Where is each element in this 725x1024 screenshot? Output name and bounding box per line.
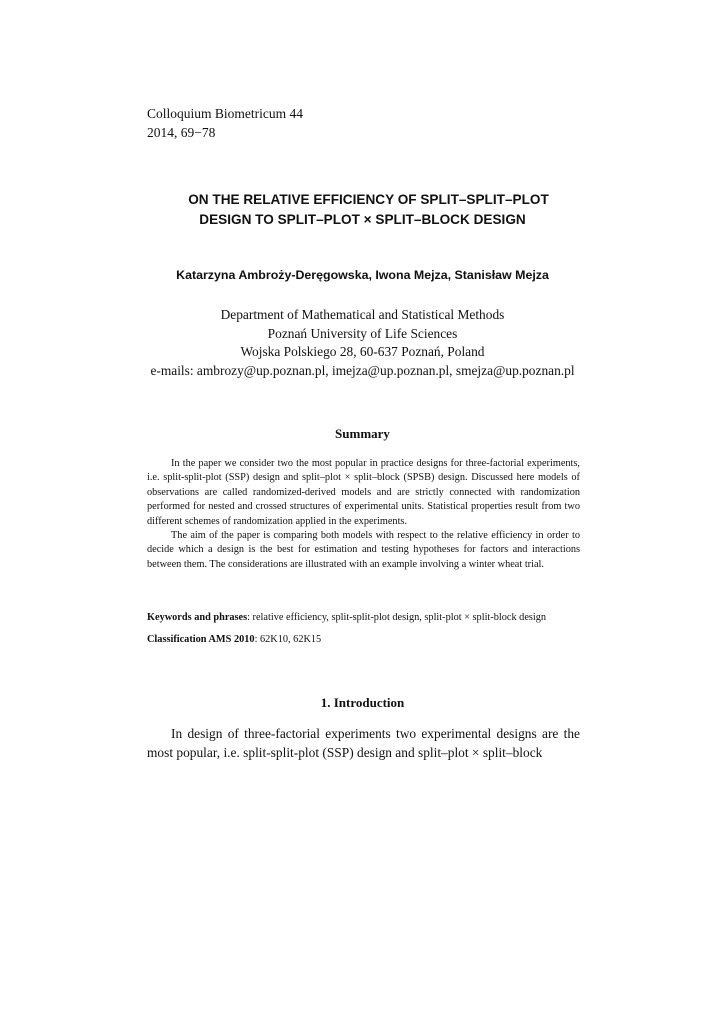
classification-text: : 62K10, 62K15 [254,634,322,645]
summary-heading: Summary [335,426,390,441]
summary-paragraph-2: The aim of the paper is comparing both models with respect to the relative efficiency in order to decide which a design is the best for estimation and testing hypotheses for factors and interactions between them. The considerations are illustrated with an example involving a winter wheat trial. [147,530,580,570]
title-line-1: ON THE RELATIVE EFFICIENCY OF SPLIT–SPLIT–PLOT [188,192,549,207]
summary-paragraph-1: In the paper we consider two the most popular in practice designs for three-factorial experiments, i.e. split-split-plot (SSP) design and split–plot × split–block (SPSB) design. Discussed here models of observations are called randomized-derived models and are strictly connected with randomization performed for nested and crossed structures of experimental units. Statistical properties result from two different schemes of randomization applied in the experiments. [147,458,580,527]
summary-body [147,457,580,572]
classification [147,633,587,647]
introduction-paragraph: In design of three-factorial experiments two experimental designs are the most popular, i.e. split-split-plot (SSP) design and split–plot × split–block [147,726,580,760]
affiliation [0,306,725,380]
journal-citation [147,104,303,142]
journal-name: Colloquium Biometricum 44 [147,106,303,121]
authors: Katarzyna Ambroży-Deręgowska, Iwona Mejza, Stanisław Mejza [176,268,549,282]
department: Department of Mathematical and Statistical Methods [220,307,505,322]
classification-label: Classification AMS 2010 [147,634,255,645]
keywords-label: Keywords and phrases [147,612,248,623]
university: Poznań University of Life Sciences [267,325,458,341]
address: Wojska Polskiego 28, 60-637 Poznań, Poland [240,344,485,359]
keywords [147,611,587,625]
paper-title [0,190,725,230]
emails: e-mails: ambrozy@up.poznan.pl, imejza@up.poznan.pl, smejza@up.poznan.pl [150,362,575,378]
title-line-2: DESIGN TO SPLIT–PLOT × SPLIT–BLOCK DESIGN [199,212,526,227]
introduction-body [147,724,580,762]
journal-issue: 2014, 69−78 [147,125,216,140]
introduction-heading: 1. Introduction [320,695,405,710]
keywords-text: : relative efficiency, split-split-plot design, split-plot × split-block design [247,612,547,623]
